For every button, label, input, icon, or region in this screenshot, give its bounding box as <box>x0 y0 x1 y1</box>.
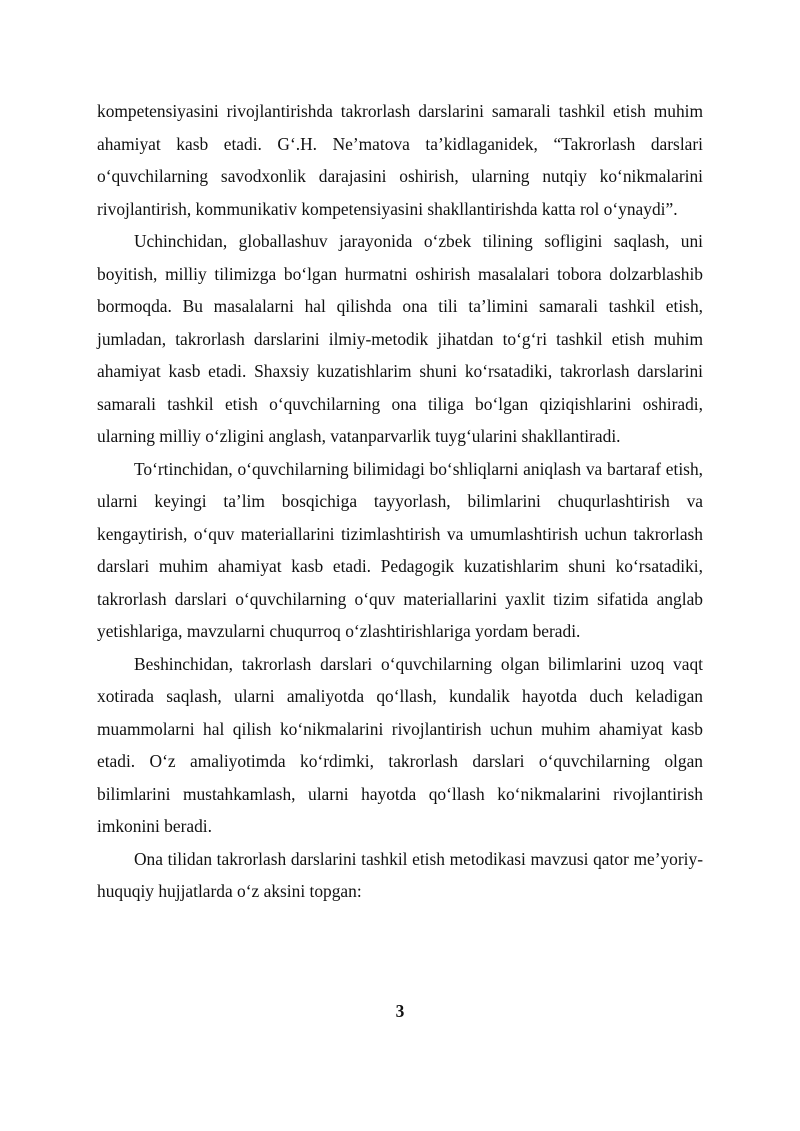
page-number: 3 <box>395 1001 405 1021</box>
document-page <box>97 95 703 908</box>
paragraph-fifth-point: Beshinchidan, takrorlash darslari o‘quvchilarning olgan bilimlarini uzoq vaqt xotirada saqlash, ularni amaliyotda qo‘llash, kundalik hayotda duch keladigan muammolarni hal qilish ko‘nikmalarini rivojlantirish uchun muhim ahamiyat kasb etadi. O‘z amaliyotimda ko‘rdimki, takrorlash darslari o‘quvchilarning olgan bilimlarini mustahkamlash, ularni hayotda qo‘llash ko‘nikmalarini rivojlantirish imkonini beradi. <box>97 653 703 836</box>
paragraph-continuation: kompetensiyasini rivojlantirishda takrorlash darslarini samarali tashkil etish muhim ahamiyat kasb etadi. G‘.H. Ne’matova ta’kidlaganidek, “Takrorlash darslari o‘quvchilarning savodxonlik darajasini oshirish, ularning nutqiy ko‘nikmalarini rivojlantirish, kommunikativ kompetensiyasini shakllantirishda katta rol o‘ynaydi”. <box>97 101 703 219</box>
paragraph-regulatory-intro: Ona tilidan takrorlash darslarini tashkil etish metodikasi mavzusi qator me’yoriy-huquqiy hujjatlarda o‘z aksini topgan: <box>97 848 703 901</box>
paragraph-third-point: Uchinchidan, globallashuv jarayonida o‘zbek tilining sofligini saqlash, uni boyitish, milliy tilimizga bo‘lgan hurmatni oshirish masalalari tobora dolzarblashib bormoqda. Bu masalalarni hal qilishda ona tili ta’limini samarali tashkil etish, jumladan, takrorlash darslarini ilmiy-metodik jihatdan to‘g‘ri tashkil etish muhim ahamiyat kasb etadi. Shaxsiy kuzatishlarim shuni ko‘rsatadiki, takrorlash darslarini samarali tashkil etish o‘quvchilarning ona tiliga bo‘lgan qiziqishlarini oshiradi, ularning milliy o‘zligini anglash, vatanparvarlik tuyg‘ularini shakllantiradi. <box>97 231 703 446</box>
paragraph-fourth-point: To‘rtinchidan, o‘quvchilarning bilimidagi bo‘shliqlarni aniqlash va bartaraf etish, ularni keyingi ta’lim bosqichiga tayyorlash, bilimlarini chuqurlashtirish va kengaytirish, o‘quv materiallarini tizimlashtirish va umumlashtirish uchun takrorlash darslari muhim ahamiyat kasb etadi. Pedagogik kuzatishlarim shuni ko‘rsatadiki, takrorlash darslari o‘quvchilarning o‘quv materiallarini yaxlit tizim sifatida anglab yetishlariga, mavzularni chuqurroq o‘zlashtirishlariga yordam beradi. <box>97 458 703 641</box>
